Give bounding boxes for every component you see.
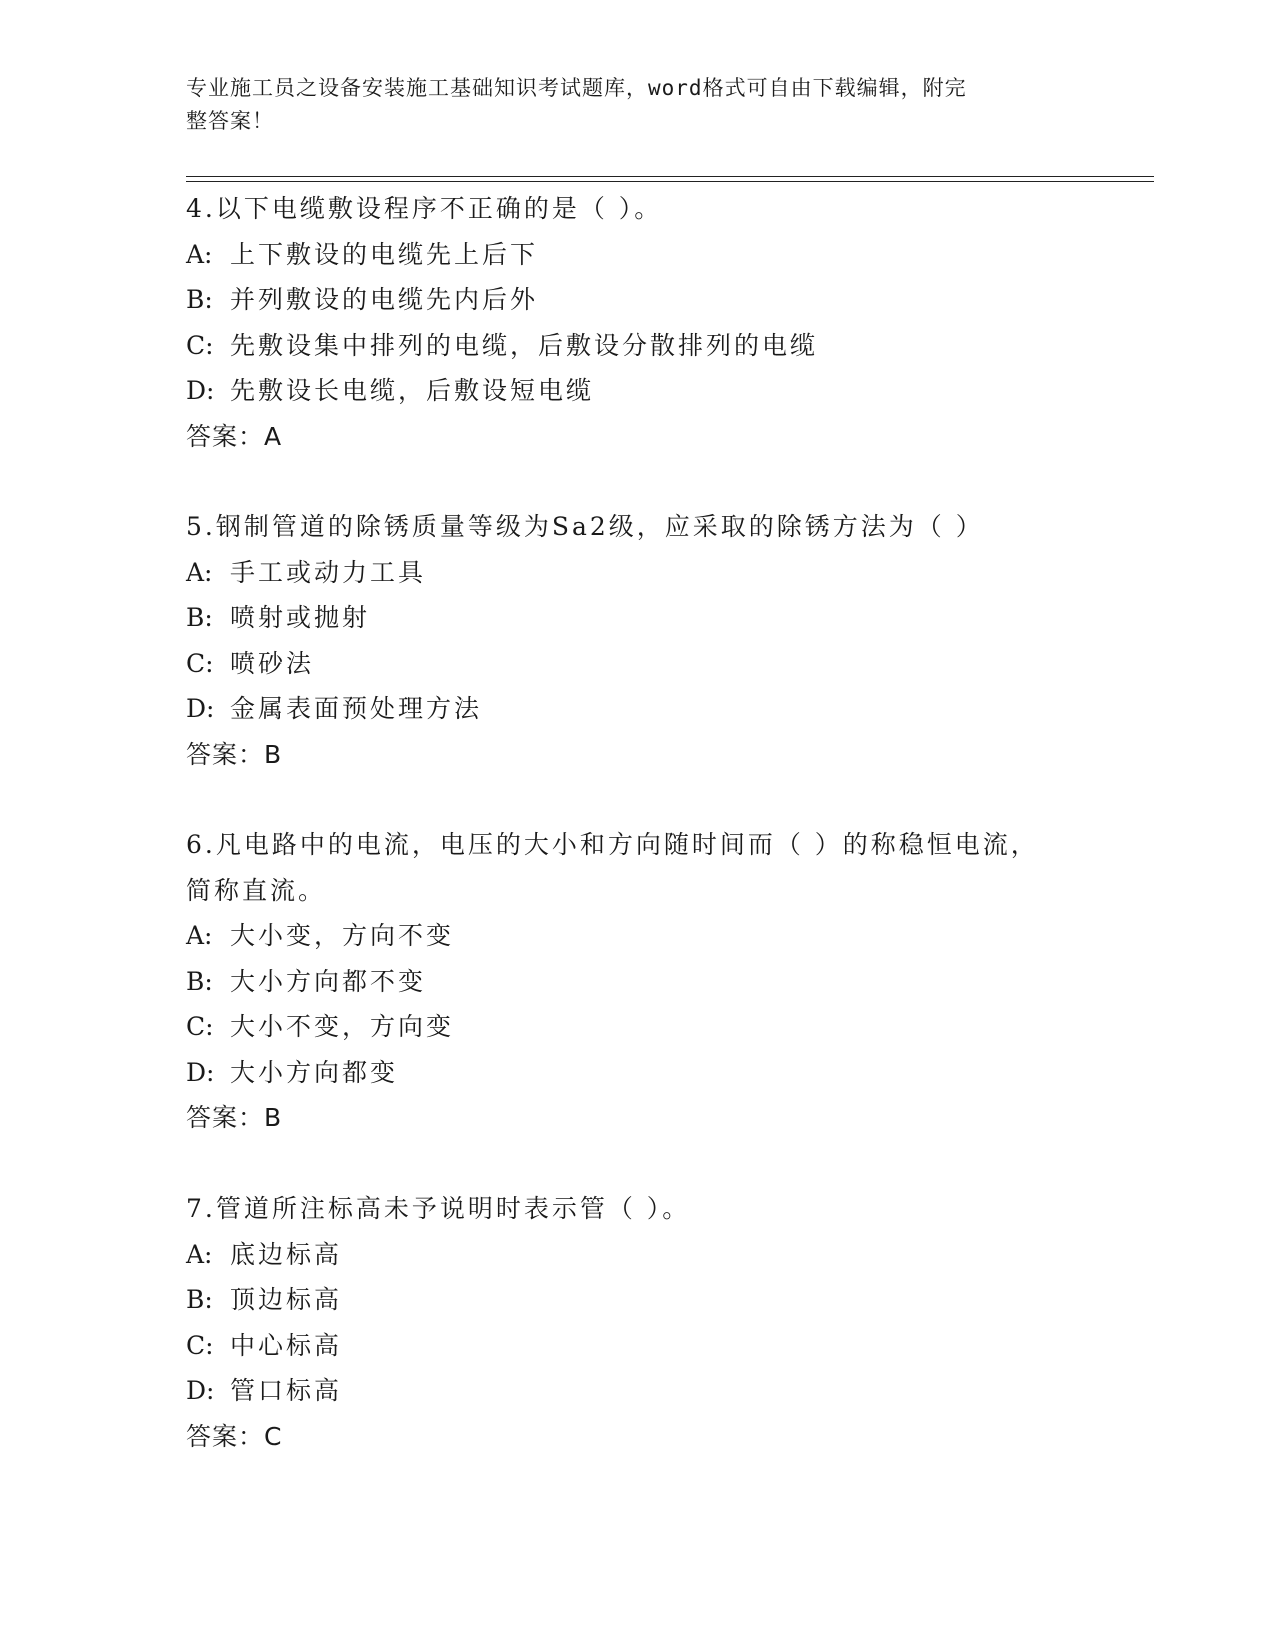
option-a (186, 913, 1086, 959)
option-text: 喷砂法 (230, 648, 315, 678)
option-text: 大小方向都变 (230, 1057, 399, 1087)
option-key: C: (186, 1012, 214, 1041)
option-b (186, 1277, 1086, 1323)
option-c (186, 1323, 1086, 1369)
document-header (186, 72, 1066, 138)
answer-line: 答案：C (186, 1421, 283, 1451)
option-key: C: (186, 1330, 214, 1360)
option-c (186, 1004, 1086, 1050)
option-d (186, 1050, 1086, 1096)
option-text: 顶边标高 (230, 1285, 343, 1314)
option-text: 底边标高 (230, 1239, 343, 1269)
option-b (186, 959, 1086, 1005)
option-key: B: (186, 1285, 213, 1314)
option-key: B: (186, 603, 213, 632)
question-stem-continued: 简称直流。 (186, 875, 327, 905)
answer-line: 答案：B (186, 1103, 283, 1132)
header-divider-bottom (186, 181, 1154, 182)
option-key: A: (186, 921, 213, 950)
option-text: 大小方向都不变 (230, 966, 427, 996)
option-b (186, 595, 1086, 641)
option-key: B: (186, 966, 213, 996)
option-text: 喷射或抛射 (230, 603, 371, 632)
option-d (186, 368, 1086, 414)
question-7 (186, 1186, 1086, 1459)
question-stem: 6.凡电路中的电流，电压的大小和方向随时间而（ ）的称稳恒电流， (186, 830, 1039, 859)
option-key: D: (186, 1376, 215, 1405)
option-key: A: (186, 239, 213, 269)
question-6 (186, 822, 1086, 1141)
option-text: 中心标高 (230, 1330, 343, 1360)
option-c (186, 641, 1086, 687)
option-a (186, 550, 1086, 596)
option-text: 先敷设集中排列的电缆，后敷设分散排列的电缆 (230, 330, 819, 360)
option-key: D: (186, 376, 215, 405)
option-text: 并列敷设的电缆先内后外 (230, 285, 539, 314)
option-text: 手工或动力工具 (230, 557, 427, 587)
option-a (186, 232, 1086, 278)
question-stem: 4.以下电缆敷设程序不正确的是（ ）。 (186, 194, 663, 223)
option-key: B: (186, 285, 213, 314)
option-text: 先敷设长电缆，后敷设短电缆 (230, 376, 595, 405)
option-b (186, 277, 1086, 323)
option-d (186, 686, 1086, 732)
option-text: 大小不变，方向变 (230, 1012, 455, 1041)
question-4 (186, 186, 1086, 459)
option-text: 管口标高 (230, 1376, 343, 1405)
option-key: A: (186, 557, 213, 587)
question-stem: 7.管道所注标高未予说明时表示管（ ）。 (186, 1194, 691, 1223)
answer-line: 答案：B (186, 739, 283, 769)
header-line-2: 整答案！ (186, 109, 274, 133)
option-text: 上下敷设的电缆先上后下 (230, 239, 539, 269)
option-text: 大小变，方向不变 (230, 921, 455, 950)
question-5 (186, 504, 1086, 777)
option-text: 金属表面预处理方法 (230, 694, 483, 723)
header-line-1: 专业施工员之设备安装施工基础知识考试题库，word格式可自由下载编辑，附完 (186, 76, 967, 100)
option-c (186, 323, 1086, 369)
option-key: D: (186, 694, 215, 723)
option-key: C: (186, 648, 214, 678)
option-d (186, 1368, 1086, 1414)
option-key: D: (186, 1057, 215, 1087)
option-key: C: (186, 330, 214, 360)
question-stem: 5.钢制管道的除锈质量等级为Sa2级，应采取的除锈方法为（ ） (186, 512, 984, 541)
answer-line: 答案：A (186, 421, 283, 451)
option-a (186, 1232, 1086, 1278)
header-divider-top (186, 176, 1154, 177)
option-key: A: (186, 1239, 213, 1269)
